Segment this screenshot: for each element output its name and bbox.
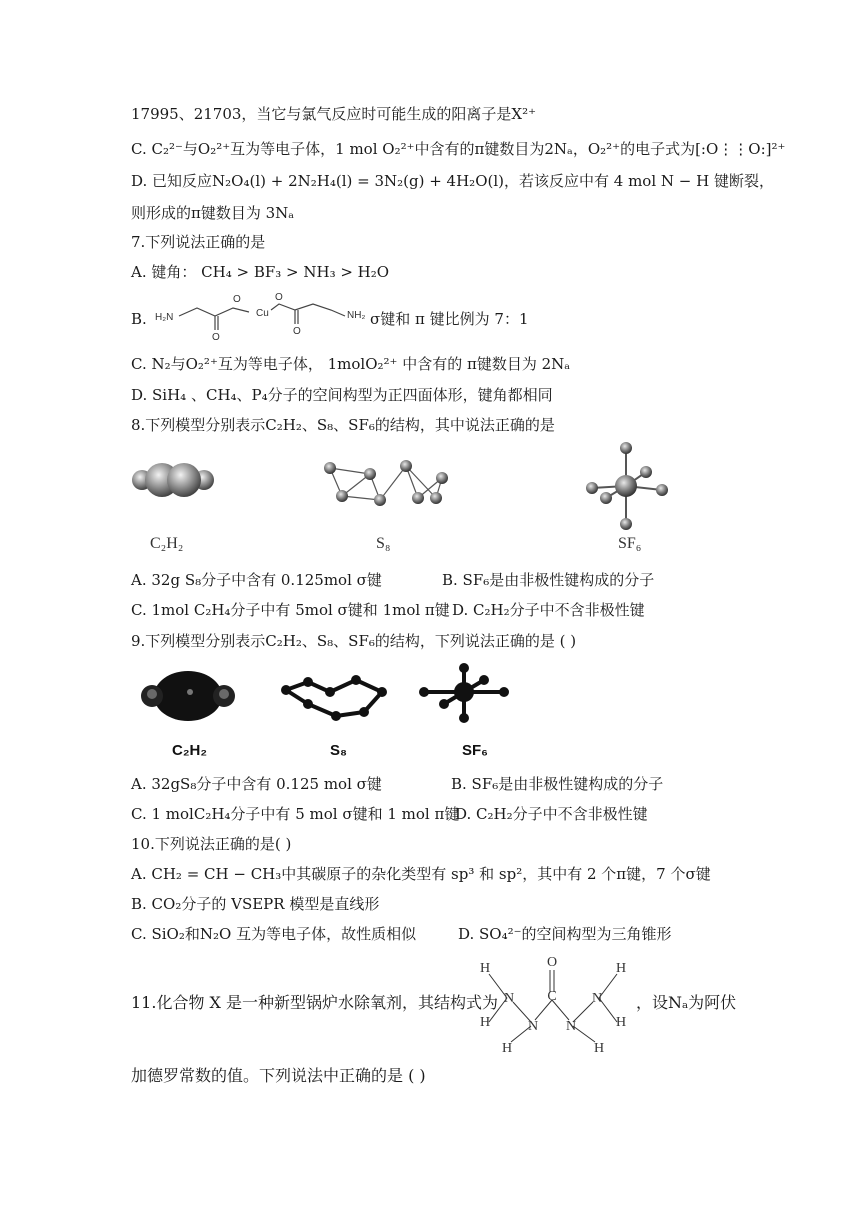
q9-option-a: A. 32gS₈分子中含有 0.125 mol σ键	[131, 775, 382, 793]
q9-s8-model	[278, 672, 390, 724]
q10-option-a: A. CH₂ = CH − CH₃中其碳原子的杂化类型有 sp³ 和 sp²，其中有 2 个π键，7 个σ键	[131, 865, 711, 883]
q7-label-o2: O	[212, 332, 220, 343]
q8-option-a: A. 32g S₈分子中含有 0.125mol σ键	[131, 571, 382, 589]
q11-atom-h1: H	[479, 961, 491, 976]
q11-atom-o: O	[546, 955, 558, 970]
q11-atom-n4: N	[591, 991, 603, 1006]
q7-label-o4: O	[293, 326, 301, 337]
q9-caption-sf6: SF₆	[462, 742, 488, 759]
q11-carbohydrazide-structure	[475, 950, 633, 1060]
q11-atom-n1: N	[527, 1019, 539, 1034]
q11-atom-h4: H	[615, 1015, 627, 1030]
q11-atom-h5: H	[501, 1041, 513, 1056]
q8-sf6-model	[584, 442, 674, 534]
q7-option-b-label: B.	[131, 310, 147, 328]
q8-c2h2-model	[128, 456, 218, 502]
q8-caption-s8: S₈	[376, 535, 391, 552]
q7-label-nh2: NH₂	[347, 310, 366, 321]
q10-option-d: D. SO₄²⁻的空间构型为三角锥形	[458, 925, 672, 943]
q10-option-c: C. SiO₂和N₂O 互为等电子体，故性质相似	[131, 925, 417, 943]
q8-option-d: D. C₂H₂分子中不含非极性键	[452, 601, 645, 619]
q6-option-d-line1: D. 已知反应N₂O₄(l) + 2N₂H₄(l) = 3N₂(g) + 4H₂O(l)，若该反应中有 4 mol N − H 键断裂，	[131, 172, 774, 190]
q9-caption-c2h2: C₂H₂	[172, 742, 207, 759]
q11-atom-c: C	[547, 989, 557, 1004]
q8-s8-model	[320, 456, 455, 516]
q9-c2h2-model	[140, 668, 236, 724]
q9-sf6-model	[418, 664, 510, 724]
q7-label-cu: Cu	[256, 308, 269, 319]
q7-stem: 7.下列说法正确的是	[131, 233, 266, 251]
q11-stem-line2: ，设Nₐ为阿伏	[636, 993, 737, 1012]
q8-caption-c2h2: C₂H₂	[150, 535, 184, 552]
q7-option-c: C. N₂与O₂²⁺互为等电子体， 1molO₂²⁺ 中含有的 π键数目为 2Nₐ	[131, 355, 571, 373]
q7-glycinate-copper-structure	[155, 288, 370, 343]
q11-atom-h3: H	[615, 961, 627, 976]
q11-atom-h6: H	[593, 1041, 605, 1056]
q11-atom-n2: N	[565, 1019, 577, 1034]
q6-option-d-line2: 则形成的π键数目为 3Nₐ	[131, 204, 295, 222]
q11-stem-line1: 11.化合物 X 是一种新型锅炉水除氧剂，其结构式为	[131, 993, 499, 1012]
q10-stem: 10.下列说法正确的是( )	[131, 835, 292, 853]
q11-stem-line3: 加德罗常数的值。下列说法中正确的是 ( )	[131, 1066, 426, 1085]
q8-caption-sf6: SF₆	[618, 535, 642, 552]
q11-atom-n3: N	[503, 991, 515, 1006]
q7-option-a: A. 键角： CH₄ > BF₃ > NH₃ > H₂O	[131, 263, 390, 281]
q7-option-d: D. SiH₄ 、CH₄、P₄分子的空间构型为正四面体形，键角都相同	[131, 386, 553, 404]
q9-option-b: B. SF₆是由非极性键构成的分子	[451, 775, 664, 793]
q8-option-b: B. SF₆是由非极性键构成的分子	[442, 571, 655, 589]
q9-caption-s8: S₈	[330, 742, 348, 759]
q7-label-o3: O	[275, 292, 283, 303]
q8-stem: 8.下列模型分别表示C₂H₂、S₈、SF₆的结构，其中说法正确的是	[131, 416, 555, 434]
q7-label-h2n: H₂N	[155, 312, 174, 323]
q9-option-c: C. 1 molC₂H₄分子中有 5 mol σ键和 1 mol π键	[131, 805, 460, 823]
q9-option-d: D. C₂H₂分子中不含非极性键	[455, 805, 648, 823]
q7-label-o1: O	[233, 294, 241, 305]
q9-stem: 9.下列模型分别表示C₂H₂、S₈、SF₆的结构，下列说法正确的是 ( )	[131, 632, 577, 650]
q11-atom-h2: H	[479, 1015, 491, 1030]
q6-option-c: C. C₂²⁻与O₂²⁺互为等电子体，1 mol O₂²⁺中含有的π键数目为2Nₐ，O₂²⁺的电子式为[:O⋮⋮O:]²⁺	[131, 140, 786, 158]
q8-option-c: C. 1mol C₂H₄分子中有 5mol σ键和 1mol π键	[131, 601, 450, 619]
q7-option-b-text: σ键和 π 键比例为 7：1	[370, 310, 529, 328]
q6-line-b-tail: 17995、21703，当它与氯气反应时可能生成的阳离子是X²⁺	[131, 105, 537, 123]
q10-option-b: B. CO₂分子的 VSEPR 模型是直线形	[131, 895, 380, 913]
